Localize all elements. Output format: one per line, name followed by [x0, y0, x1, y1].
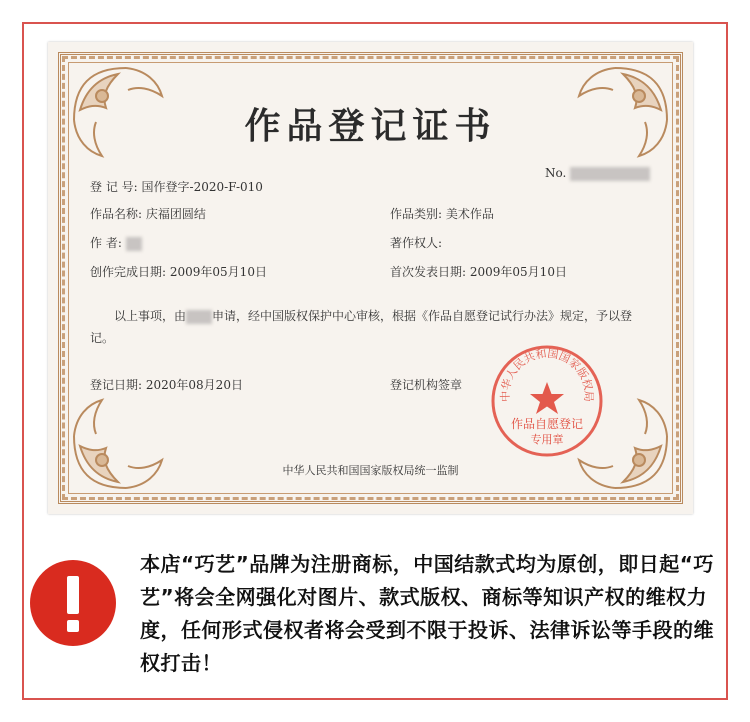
- reg-number-value: 国作登字-2020-F-010: [141, 180, 263, 194]
- completion-date-field: [90, 263, 267, 280]
- certificate: [48, 42, 693, 514]
- work-type-value: 美术作品: [445, 207, 494, 221]
- work-name-field: [90, 205, 206, 222]
- reg-date-label: 登记日期:: [90, 378, 143, 392]
- completion-date-label: 创作完成日期:: [90, 265, 167, 279]
- certificate-title: 作品登记证书: [244, 105, 497, 147]
- seal-line1: 作品自愿登记: [510, 417, 584, 431]
- paragraph-part2: 申请，经中国版权保护中心审核，根据《作品自愿登记试行办法》规定，予以登记。: [90, 309, 633, 345]
- reg-number-label: 登 记 号:: [90, 180, 138, 194]
- reg-number-field: [90, 178, 263, 195]
- author-label: 作 者:: [90, 236, 122, 250]
- star-icon: [530, 382, 564, 414]
- official-seal: [488, 342, 606, 460]
- certificate-footer: 中华人民共和国国家版权局统一监制: [282, 464, 459, 477]
- author-field: [90, 234, 142, 251]
- redacted-serial: [570, 167, 650, 181]
- publish-date-label: 首次发表日期:: [390, 265, 467, 279]
- notice-text: 本店“巧艺”品牌为注册商标，中国结款式均为原创，即日起“巧艺”将会全网强化对图片、款式版权、商标等知识产权的维权力度，任何形式侵权者将会受到不限于投诉、法律诉讼等手段的维权打击！: [140, 552, 714, 675]
- seal-top-text: 中华人民共和国国家版权局: [498, 347, 596, 403]
- publish-date-field: [390, 263, 567, 280]
- owner-label: 著作权人:: [390, 236, 443, 250]
- paragraph-part1: 以上事项，由: [114, 309, 187, 323]
- owner-field: [390, 234, 442, 251]
- work-name-label: 作品名称:: [90, 207, 143, 221]
- work-type-label: 作品类别:: [390, 207, 443, 221]
- corner-ornament-icon: [66, 386, 176, 496]
- publish-date-value: 2009年05月10日: [469, 265, 567, 279]
- completion-date-value: 2009年05月10日: [169, 265, 267, 279]
- reg-date-value: 2020年08月20日: [145, 378, 243, 392]
- serial-prefix: No.: [545, 166, 567, 180]
- work-name-value: 庆福团圆结: [145, 207, 206, 221]
- seal-line2: 专用章: [530, 433, 564, 446]
- exclamation-icon: [30, 560, 116, 646]
- reg-date-field: [90, 376, 243, 393]
- serial-number: [545, 166, 650, 181]
- work-type-field: [390, 205, 494, 222]
- redacted-applicant: [186, 310, 212, 324]
- redacted-author: [126, 237, 142, 251]
- agency-label: 登记机构签章: [390, 378, 463, 392]
